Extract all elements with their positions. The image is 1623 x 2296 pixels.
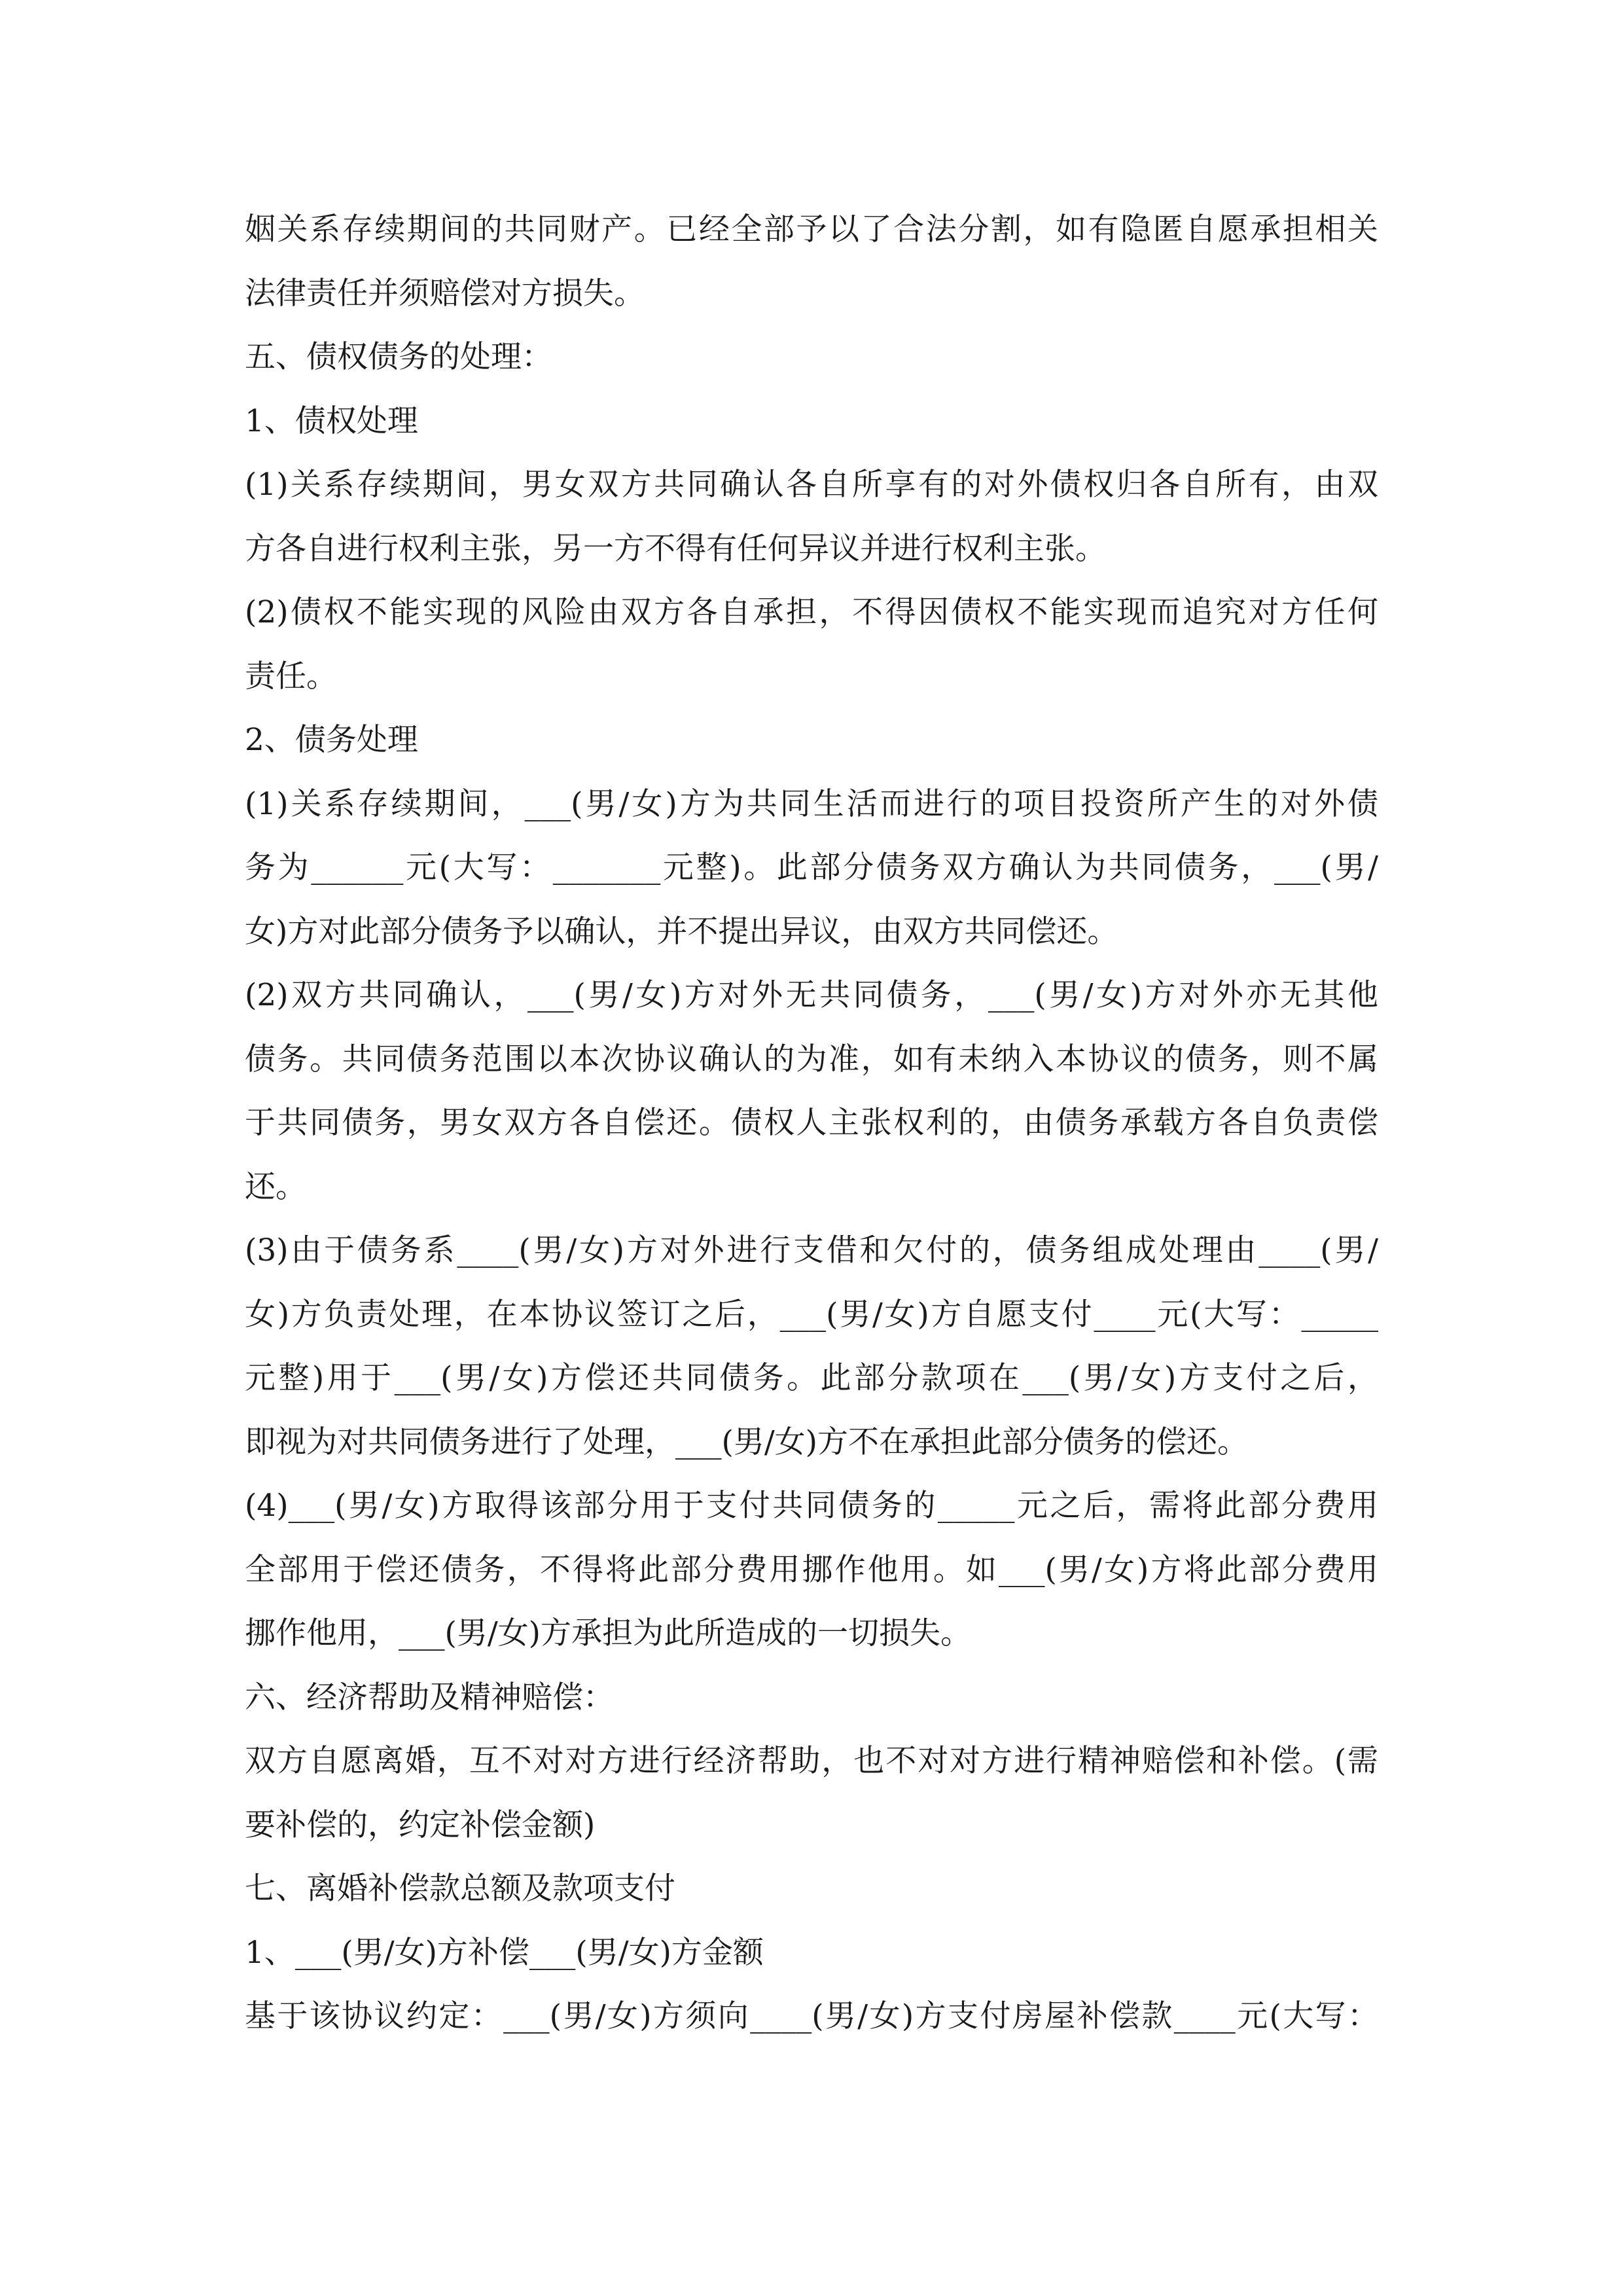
text-line: 务为______元(大写：_______元整)。此部分债务双方确认为共同债务，___(男/ — [245, 850, 1378, 886]
text-line: 女)方负责处理，在本协议签订之后，___(男/女)方自愿支付____元(大写：_____ — [245, 1296, 1378, 1333]
text-line: 还。 — [245, 1168, 306, 1205]
text-line: 于共同债务，男女双方各自偿还。债权人主张权利的，由债务承载方各自负责偿 — [245, 1105, 1378, 1141]
subsection-heading: 1、___(男/女)方补偿___(男/女)方金额 — [245, 1934, 764, 1971]
text-line: 责任。 — [245, 658, 337, 694]
text-line: 方各自进行权利主张，另一方不得有任何异议并进行权利主张。 — [245, 530, 1106, 567]
document-body — [245, 198, 1378, 2049]
subsection-heading: 1、债权处理 — [245, 403, 418, 439]
text-line: 女)方对此部分债务予以确认，并不提出异议，由双方共同偿还。 — [245, 913, 1118, 950]
text-line: 双方自愿离婚，互不对对方进行经济帮助，也不对对方进行精神赔偿和补偿。(需 — [245, 1743, 1378, 1779]
text-line: 挪作他用，___(男/女)方承担为此所造成的一切损失。 — [245, 1615, 972, 1651]
subsection-heading: 2、债务处理 — [245, 722, 418, 758]
text-line: 元整)用于___(男/女)方偿还共同债务。此部分款项在___(男/女)方支付之后， — [245, 1360, 1378, 1396]
text-line: (1)关系存续期间，___(男/女)方为共同生活而进行的项目投资所产生的对外债 — [245, 785, 1378, 822]
text-line: 即视为对共同债务进行了处理，___(男/女)方不在承担此部分债务的偿还。 — [245, 1424, 1249, 1460]
text-line: (1)关系存续期间，男女双方共同确认各自所享有的对外债权归各自所有，由双 — [245, 467, 1378, 503]
text-line: (2)双方共同确认，___(男/女)方对外无共同债务，___(男/女)方对外亦无其他 — [245, 977, 1378, 1013]
text-line: 姻关系存续期间的共同财产。已经全部予以了合法分割，如有隐匿自愿承担相关 — [245, 211, 1378, 247]
text-line: (2)债权不能实现的风险由双方各自承担，不得因债权不能实现而追究对方任何 — [245, 594, 1378, 630]
text-line: 全部用于偿还债务，不得将此部分费用挪作他用。如___(男/女)方将此部分费用 — [245, 1551, 1378, 1588]
section-heading: 六、经济帮助及精神赔偿： — [245, 1679, 614, 1715]
text-line: 债务。共同债务范围以本次协议确认的为准，如有未纳入本协议的债务，则不属 — [245, 1041, 1378, 1077]
section-heading: 五、债权债务的处理： — [245, 339, 552, 375]
section-heading: 七、离婚补偿款总额及款项支付 — [245, 1871, 675, 1907]
text-line: (3)由于债务系____(男/女)方对外进行支借和欠付的，债务组成处理由____(男/ — [245, 1232, 1378, 1268]
text-line: 基于该协议约定：___(男/女)方须向____(男/女)方支付房屋补偿款____元(大写： — [245, 1998, 1378, 2034]
text-line: (4)___(男/女)方取得该部分用于支付共同债务的_____元之后，需将此部分费用 — [245, 1488, 1378, 1524]
text-line: 要补偿的，约定补偿金额) — [245, 1806, 596, 1843]
text-line: 法律责任并须赔偿对方损失。 — [245, 275, 645, 312]
